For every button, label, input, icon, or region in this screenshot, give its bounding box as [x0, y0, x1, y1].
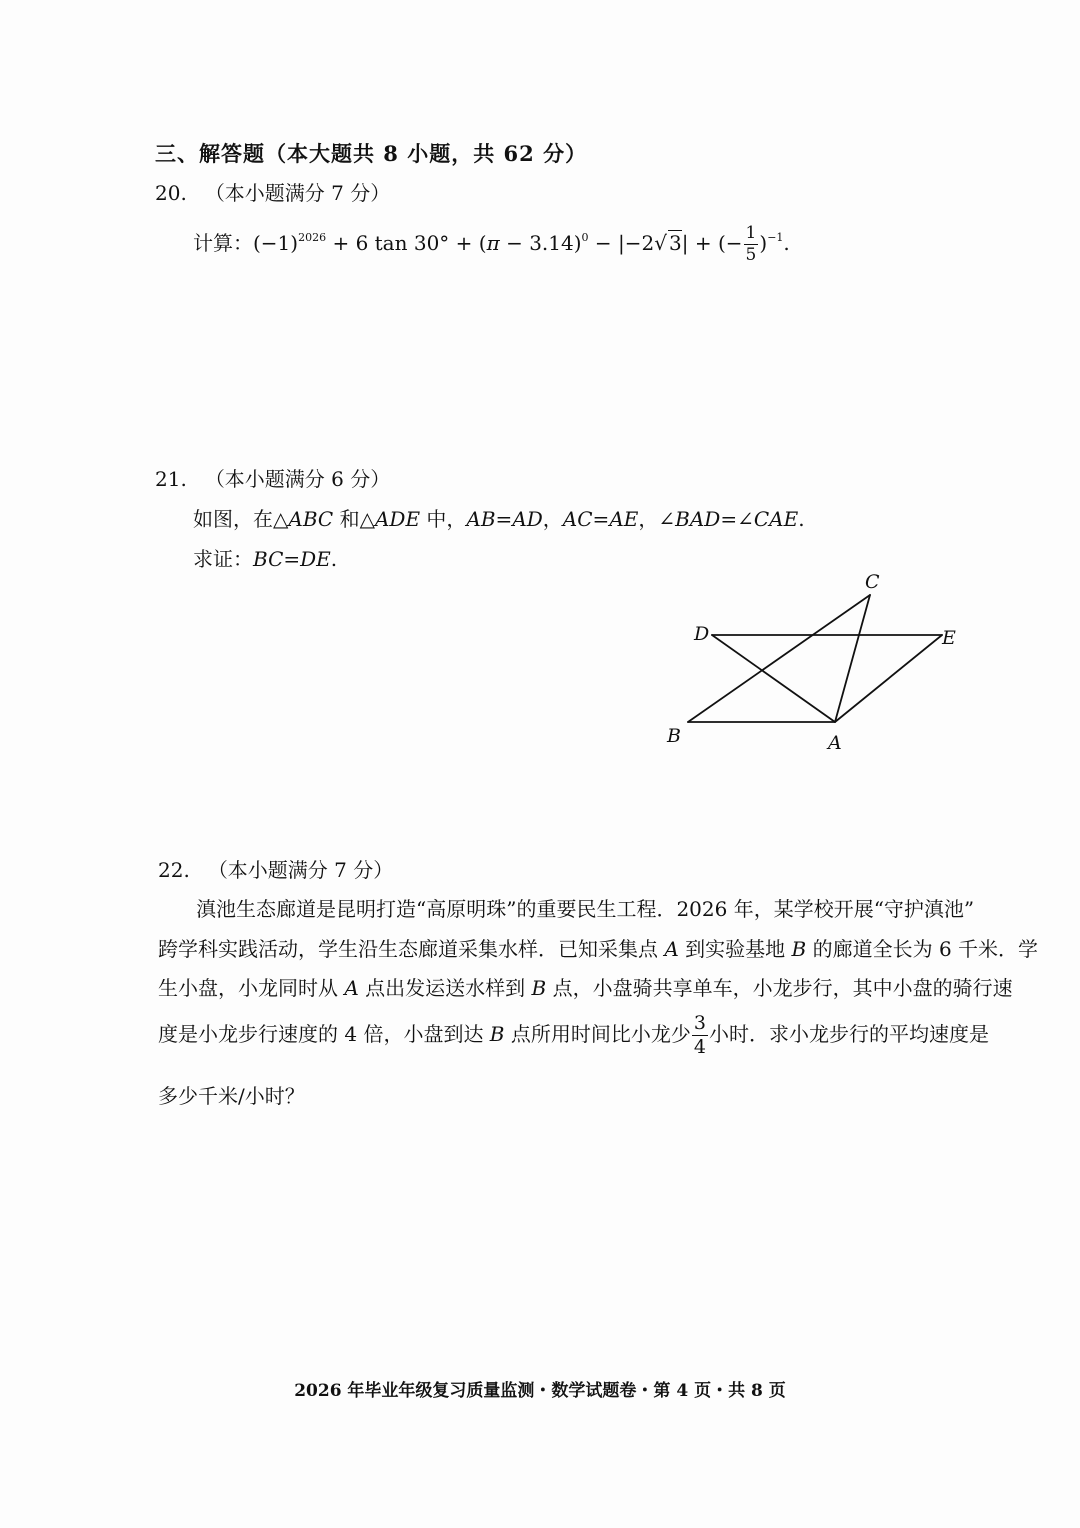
q20-prompt: 计算：	[193, 231, 253, 255]
q21-var: DE	[300, 547, 331, 571]
q20-abs-bar: |	[681, 231, 689, 255]
q22-text: 生小盘，小龙同时从	[158, 976, 345, 1000]
q21-text: =∠	[720, 507, 754, 531]
q21-var: ADE	[374, 507, 421, 531]
q21-var: AC	[562, 507, 593, 531]
page-footer: 2026 年毕业年级复习质量监测・数学试题卷・第 4 页・共 8 页	[294, 1381, 786, 1401]
q21-figure-svg	[650, 560, 980, 760]
q20-sqrt-sign: √	[654, 231, 668, 255]
q20-term: − 3.14)	[499, 231, 582, 255]
q21-text: 中，	[420, 507, 467, 531]
q22-var: B	[791, 937, 807, 961]
q21-var: BC	[253, 547, 284, 571]
q21-text: .	[798, 507, 805, 531]
q21-figure	[650, 560, 980, 760]
q22-var: B	[489, 1022, 505, 1046]
q21-text: .	[330, 547, 338, 571]
q20-term: −	[588, 231, 619, 255]
q22-line-1: 滇池生态廊道是昆明打造“高原明珠”的重要民生工程．2026 年，某学校开展“守护滇池”	[196, 897, 975, 921]
q22-frac-num: 3	[693, 1012, 706, 1034]
q22-frac-den: 4	[693, 1036, 706, 1058]
label-b: B	[667, 725, 681, 747]
segment-ac	[835, 595, 870, 722]
q20-sqrt-arg: 3	[669, 231, 682, 255]
q22-text: 跨学科实践活动，学生沿生态廊道采集水样．已知采集点	[158, 937, 665, 961]
q21-text: =	[283, 547, 301, 571]
q21-text: 如图，在△	[193, 507, 289, 531]
q22-text: 小时．求小龙步行的平均速度是	[708, 1022, 989, 1046]
segment-da	[712, 635, 835, 722]
q21-var: AB	[466, 507, 496, 531]
q22-line-4	[158, 1014, 989, 1057]
q21-text: =	[495, 507, 513, 531]
q20-term: (−1)	[253, 231, 299, 255]
q21-given	[193, 503, 805, 532]
q22-number: 22.	[158, 858, 190, 882]
q20-header	[155, 177, 390, 206]
q21-text: ，∠	[638, 507, 676, 531]
q20-exponent: 0	[581, 231, 589, 244]
segment-ae	[835, 635, 942, 722]
q22-var: A	[664, 937, 679, 961]
q21-header	[155, 463, 390, 492]
label-a: A	[828, 732, 842, 754]
q22-line-3	[158, 972, 1013, 1001]
q21-score: （本小题满分 6 分）	[204, 467, 391, 491]
q20-fraction	[744, 225, 759, 264]
q20-score: （本小题满分 7 分）	[204, 181, 391, 205]
q20-frac-num: 1	[745, 223, 757, 243]
q22-var: B	[531, 976, 547, 1000]
q21-prove	[193, 543, 337, 572]
q20-term: + 6 tan 30° + (	[326, 231, 487, 255]
q22-header	[158, 854, 393, 883]
q20-expression	[193, 225, 790, 275]
q22-line-2	[158, 933, 1038, 962]
q20-term: −2	[624, 231, 655, 255]
label-e: E	[942, 627, 956, 649]
label-c: C	[865, 571, 880, 593]
q21-text: =	[592, 507, 610, 531]
q21-var: BAD	[675, 507, 721, 531]
label-d: D	[694, 623, 710, 645]
q20-exponent: −1	[767, 231, 784, 244]
q22-line-5: 多少千米/小时？	[158, 1084, 305, 1108]
q20-number: 20.	[155, 181, 187, 205]
q22-text: 点，小盘骑共享单车，小龙步行，其中小盘的骑行速	[546, 976, 1013, 1000]
q22-fraction	[692, 1014, 708, 1057]
q21-text: 求证：	[193, 547, 253, 571]
q20-term: )	[759, 231, 768, 255]
section-title: 三、解答题（本大题共 8 小题，共 62 分）	[155, 141, 588, 166]
q22-text: 点出发运送水样到	[358, 976, 532, 1000]
q21-var: CAE	[753, 507, 799, 531]
q22-var: A	[344, 976, 359, 1000]
q21-var: AD	[512, 507, 543, 531]
q20-term: .	[783, 231, 790, 255]
q20-frac-den: 5	[745, 245, 757, 265]
q21-var: ABC	[288, 507, 334, 531]
q22-text: 点所用时间比小龙少	[504, 1022, 691, 1046]
q22-score: （本小题满分 7 分）	[207, 858, 394, 882]
q22-text: 的廊道全长为 6 千米．学	[806, 937, 1039, 961]
q20-term: + (−	[688, 231, 743, 255]
q20-abs-bar: |	[618, 231, 625, 255]
q21-text: 和△	[333, 507, 375, 531]
q22-text: 度是小龙步行速度的 4 倍，小盘到达	[158, 1022, 490, 1046]
q22-text: 到实验基地	[678, 937, 792, 961]
q20-exponent: 2026	[298, 231, 327, 244]
segment-bc	[688, 595, 870, 722]
q21-number: 21.	[155, 467, 187, 491]
q21-var: AE	[609, 507, 639, 531]
q20-pi: π	[486, 231, 500, 255]
q21-text: ，	[542, 507, 563, 531]
